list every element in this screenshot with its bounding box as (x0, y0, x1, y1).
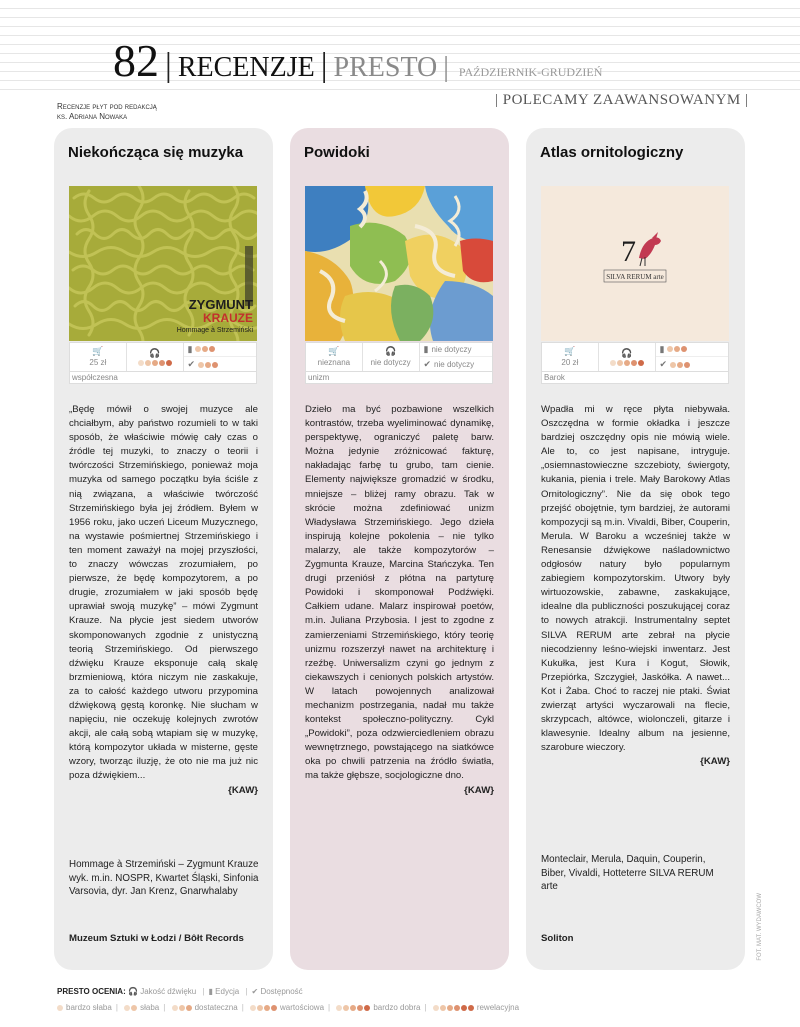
cover-artist: ZYGMUNT (188, 297, 253, 312)
headphones-icon: 🎧 (621, 347, 633, 358)
sound-rating (610, 360, 644, 366)
edition-icon: ▮ (208, 987, 213, 996)
record-label: Muzeum Sztuki w Łodzi / Bôłt Records (69, 933, 244, 944)
review-signature: {KAW} (464, 784, 494, 796)
editor-line: Recenzje płyt pod redakcją (57, 102, 157, 111)
availability-value: nie dotyczy (434, 360, 475, 370)
cart-icon: 🛒 (328, 346, 340, 356)
edition-icon: ▮ (423, 343, 429, 354)
review-signature: {KAW} (228, 784, 258, 796)
genre-label: Barok (541, 372, 729, 384)
review-card-krauze (54, 128, 273, 970)
rating-legend: PRESTO OCENIA: 🎧 Jakość dźwięku | ▮ Edycja | ✔ Dostępność bardzo słaba | słaba | dostateczna | wartościowa | bardzo dobra | rewelacyjna (57, 984, 519, 1016)
album-cover-atlas (541, 186, 729, 341)
book-cover-powidoki (305, 186, 493, 341)
review-text: Dzieło ma być pozbawione wszelkich kontrastów, trzeba wyeliminować dynamikę, perspektywę, ograniczyć paletę barw. Można jedynie zróżnicować fakturę, nakładając farbę tu grubo, tam cienie. Elementy największe gromadzić w środku, mniejsze – bliżej ramy obrazu. Tak w skrócie można zdefiniować unizm Władysława Strzemińskiego. Jego dzieła inspirują kolejne pokolenia – nie tylko malarzy, ale także kompozytorów – Zygmunta Krauze, Marcina Stańczyka. Ten drugi przeniósł z płótna na partyturę Powidoki i skomponował Podźwięki. Całkiem udane. Malarz inspirował poetów, m.in. Juliana Przybosia. I jest to zgodne z zamierzeniami Strzemińskiego, który teorię unizmu rozszerzył nawet na architekturę i rzeźbę. Uniwersalizm czyni go jednym z ciekawszych i cenionych polskich artystów. W latach powojennych analizował mechanizm postrzegania, nadał mu także kontekst społeczno-polityczny. Cykl „Powidoki”, poza odzwierciedleniem obrazu wewnętrznego, powstającego na siatkówce oka po chwili patrzenia na źródło światła, ma także głębsze, socjologiczne dno. (305, 404, 494, 782)
sound-value: nie dotyczy (370, 358, 411, 367)
level-dots-1 (57, 1005, 63, 1011)
legend-levels: bardzo słaba | słaba | dostateczna | wartościowa | bardzo dobra | rewelacyjna (57, 1000, 519, 1016)
edition-rating (195, 346, 215, 352)
genre-label: unizm (305, 372, 493, 384)
review-card-atlas (526, 128, 745, 970)
price-cell (70, 343, 127, 371)
review-text: Wpadła mi w ręce płyta niebywała. Oszczędna w formie okładka i jeszcze bardziej oszczędny opis nie mówią wiele. Ale to, co jest napisane, intryguje. „osiemnastowieczne szczebioty, świergoty, kukania, pienia i trele. Mały Barokowy Atlas Ornitologiczny”. Nie da się obok tego przejść obojętnie, tym bardziej, że autorami kompozycji są m.in. Vivaldi, Biber, Couperin, Merula. W Baroku a wcześniej także w Renesansie dźwiękowe naśladownictwo odgłosów natury było popularnym zabiegiem kompozytorskim. Utwory były wirtuozowskie, zabawne, zaskakujące, idealne dla publiczności poszukującej coraz to nowych atrakcji. Instrumentalny septet SILVA RERUM arte zebrał na płycie niecodzienny leśno-wiejski inwentarz. Jest Kukułka, jest Kura i Kogut, Słowik, Przepiórka, Szczygieł, Jaskółka. A nawet... Kot i Żaba. Choć to raczej nie ptaki. Świat zwierząt artyści wyczarowali na flecie, skrzypcach, altówce, wiolonczeli, gitarze i klawesynie. Idealny album na jesienne, szarobure wieczory. (541, 404, 730, 754)
level-dots-3 (172, 1005, 192, 1011)
price-value: nieznana (317, 358, 351, 367)
album-details: Monteclair, Merula, Daquin, Couperin, Biber, Vivaldi, Hotteterre SILVA RERUM arte (541, 854, 714, 893)
review-signature: {KAW} (700, 756, 730, 768)
availability-icon: ✔ (423, 359, 432, 370)
review-title: Niekończąca się muzyka (68, 144, 244, 161)
availability-icon: ✔ (251, 987, 259, 996)
availability-rating (670, 362, 690, 368)
level-dots-2 (124, 1005, 137, 1011)
editor-note (57, 102, 157, 122)
legend-level: dostateczna (194, 1003, 238, 1012)
edition-icon: ▮ (659, 343, 665, 354)
rating-box (69, 342, 257, 372)
availability-icon: ✔ (659, 359, 668, 370)
magazine-name: PRESTO (333, 52, 438, 83)
legend-level: rewelacyjna (476, 1003, 520, 1012)
issue-date: PAŹDZIERNIK-GRUDZIEŃ (458, 65, 603, 79)
edition-rating (667, 346, 687, 352)
section-name: RECENZJE (177, 52, 315, 83)
sound-cell (363, 343, 420, 371)
legend-title: PRESTO OCENIA: (57, 987, 126, 996)
review-body (305, 403, 494, 798)
price-cell (306, 343, 363, 371)
album-details: Hommage à Strzemiński – Zygmunt Krauze wyk. m.in. NOSPR, Kwartet Śląski, Sinfonia Varsovia, dyr. Jan Krenz, Gnarwhalaby (69, 859, 259, 898)
cart-icon: 🛒 (564, 346, 576, 356)
edition-availability-cell (420, 343, 492, 371)
review-body (541, 403, 730, 769)
record-label: Soliton (541, 933, 574, 944)
price-cell (542, 343, 599, 371)
edition-availability-cell (184, 343, 256, 371)
level-dots-4 (250, 1005, 277, 1011)
cover-artist-surname: KRAUZE (203, 311, 253, 325)
level-dots-5 (336, 1005, 370, 1011)
header-separator: | (443, 52, 449, 83)
review-title: Powidoki (304, 144, 370, 161)
legend-level: bardzo słaba (66, 1003, 112, 1012)
sound-rating (138, 360, 172, 366)
recommendation-banner: | POLECAMY ZAAWANSOWANYM | (495, 92, 749, 108)
review-body (69, 403, 258, 798)
edition-availability-cell (656, 343, 728, 371)
legend-level: wartościowa (280, 1003, 325, 1012)
cover-number: 7 (621, 235, 636, 268)
price-value: 20 zł (561, 358, 579, 367)
sound-cell (127, 343, 184, 371)
cover-art (541, 186, 729, 341)
cover-art (305, 186, 493, 341)
page-header (113, 35, 603, 88)
review-title: Atlas ornitologiczny (540, 144, 684, 161)
rating-box (305, 342, 493, 372)
photo-credit: FOT. MAT. WYDAWCÓW (757, 893, 763, 961)
review-card-powidoki (290, 128, 509, 970)
edition-icon: ▮ (187, 343, 193, 354)
page-number: 82 (113, 35, 159, 86)
level-dots-6 (433, 1005, 474, 1011)
cover-art (69, 186, 257, 341)
genre-label: współczesna (69, 372, 257, 384)
price-value: 25 zł (89, 358, 107, 367)
legend-edition: Edycja (215, 987, 240, 996)
headphones-icon: 🎧 (385, 346, 397, 356)
availability-rating (198, 362, 218, 368)
legend-availability: Dostępność (260, 987, 303, 996)
legend-level: słaba (140, 1003, 160, 1012)
cart-icon: 🛒 (92, 346, 104, 356)
review-text: „Będę mówił o swojej muzyce ale chciałbym, aby państwo rozumieli to w taki sposób, że właściwie mówię cały czas o źródle tej muzyki, to znaczy o teorii i twórczości Strzemińskiego, ponieważ moja muzyka od samego początku była ściśle z nią związana, a właściwie twórczość Strzemińskiego była jej źródłem. Byłem w 1956 roku, jako uczeń Liceum Muzycznego, na wystawie pośmiertnej Strzemińskiego i ten moment zaważył na mojej przyszłości, to znaczy wówczas zrozumiałem, po pierwsze, że będę kompozytorem, a po drugie, zrozumiałem w jaki sposób będę uprawiał swoją muzykę” – mówi Zygmunt Krauze. Na płycie jest siedem utworów skomponowanych zgodnie z unistyczną teorią Strzemińskiego. Od pierwszego dźwięku Krauze eksponuje całą skalę brzmieniową, która niczym nie zaskakuje, za to całość każdego utworu przypomina dźwiękową gęstą koronkę. Nie słucham w napięciu, nie oczekuję kolejnych zwrotów akcji, ale całą sobą wtapiam się w muzykę, którą kompozytor układa w misterne, gęste wzory, tworząc iluzję, że oto nie ma już nic poza dźwiękiem... (69, 404, 258, 782)
album-cover-krauze (69, 186, 257, 341)
availability-icon: ✔ (187, 359, 196, 370)
edition-value: nie dotyczy (431, 344, 472, 354)
headphones-icon: 🎧 (149, 347, 161, 358)
rating-box (541, 342, 729, 372)
cover-ensemble: SILVA RERUM arte (606, 273, 664, 281)
header-separator: | (165, 47, 172, 84)
legend-sound: Jakość dźwięku (140, 987, 197, 996)
headphones-icon: 🎧 (127, 987, 138, 996)
legend-level: bardzo dobra (373, 1003, 421, 1012)
header-separator: | (320, 47, 328, 84)
sound-cell (599, 343, 656, 371)
editor-line: ks. Adriana Nowaka (57, 112, 128, 121)
cover-subtitle: Hommage à Strzemiński (176, 327, 253, 334)
